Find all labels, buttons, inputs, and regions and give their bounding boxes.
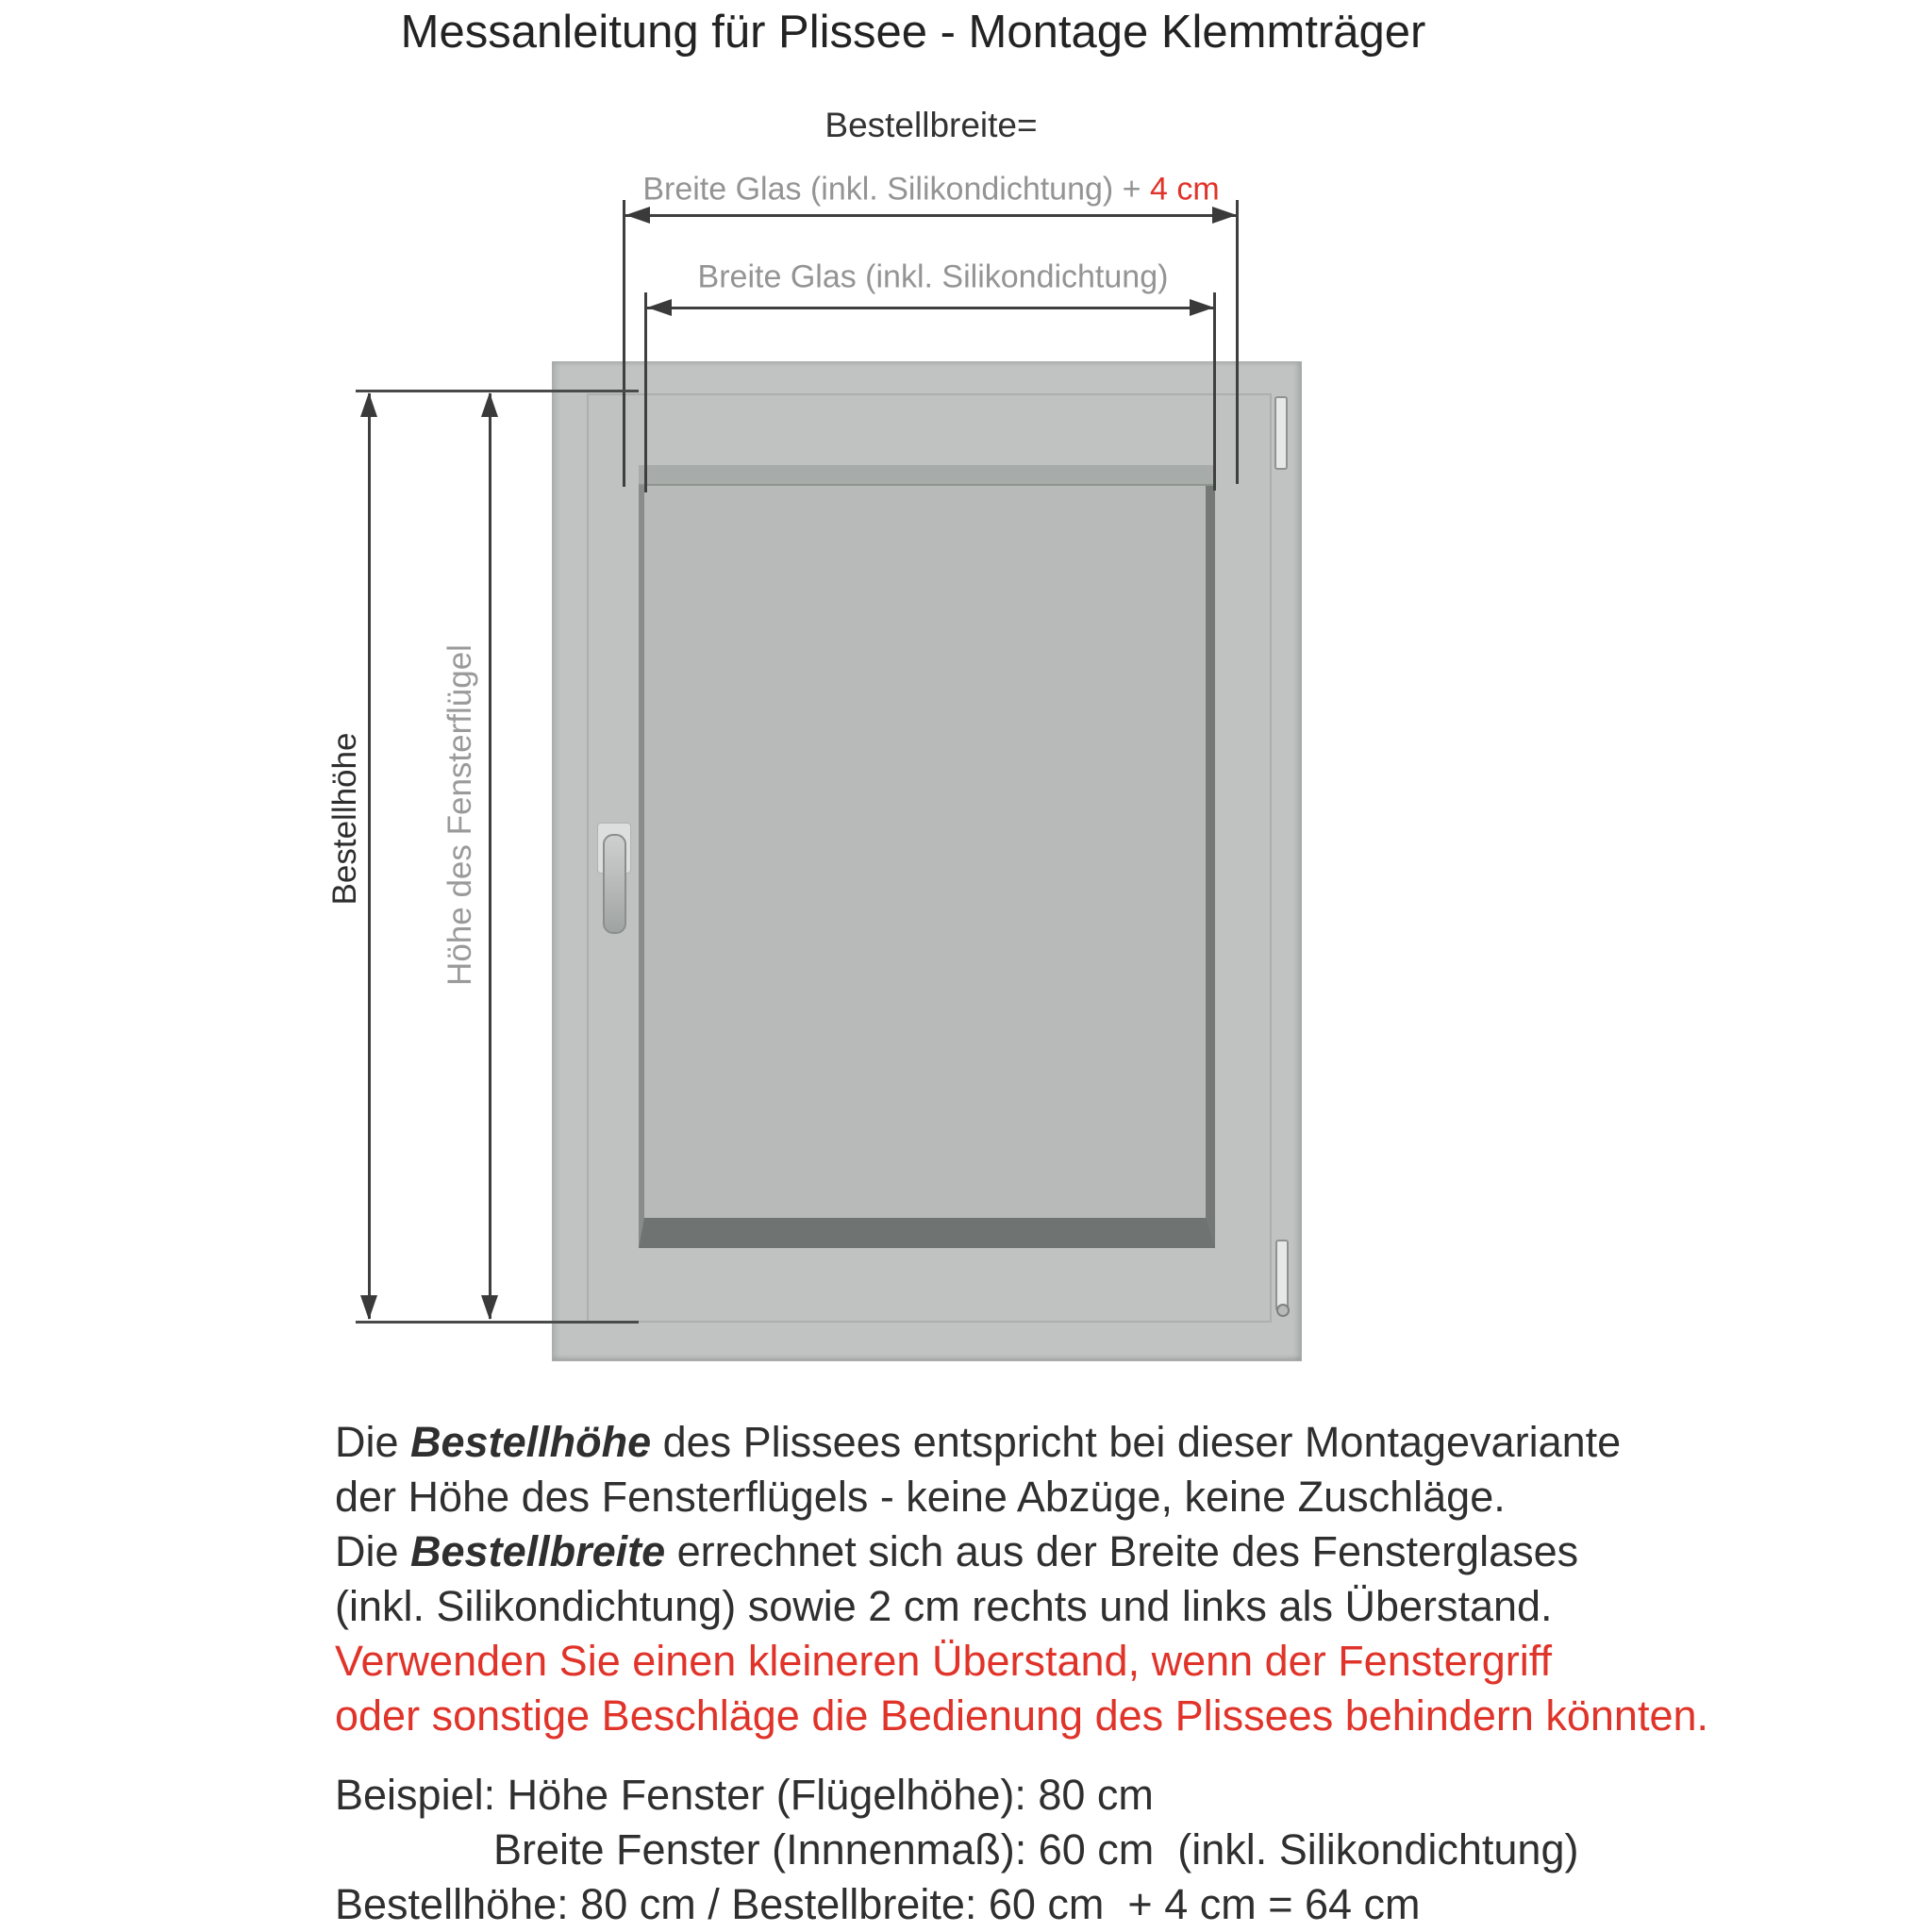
paragraph-line xyxy=(335,1415,1708,1470)
order-width-term: Bestellbreite xyxy=(410,1527,666,1575)
sash-height-arrow-line xyxy=(489,393,491,1319)
paragraph-line xyxy=(335,1524,1708,1579)
arrowhead-icon xyxy=(1190,299,1214,316)
window-handle xyxy=(603,834,626,934)
order-height-arrow-line xyxy=(368,393,371,1319)
warning-line: oder sonstige Beschläge die Bedienung des Plissees behindern könnten. xyxy=(335,1691,1709,1740)
arrowhead-icon xyxy=(481,392,498,417)
explanation-paragraph xyxy=(335,1415,1708,1743)
arrowhead-icon xyxy=(647,299,672,316)
inner-width-label: Breite Glas (inkl. Silikondichtung) xyxy=(697,258,1169,295)
arrowhead-icon xyxy=(360,1295,377,1320)
inner-width-extension-left xyxy=(644,292,647,492)
window-glass xyxy=(639,465,1215,1248)
sash-height-label: Höhe des Fensterflügel xyxy=(441,644,478,986)
outer-width-arrow-line xyxy=(625,214,1237,217)
arrowhead-icon xyxy=(481,1295,498,1320)
sash-bottom-tick xyxy=(356,1321,639,1324)
hinge-bottom xyxy=(1275,1240,1289,1311)
example-line: Bestellhöhe: 80 cm / Bestellbreite: 60 cm + 4 cm = 64 cm xyxy=(335,1880,1421,1928)
outer-width-extension-right xyxy=(1236,200,1239,484)
hinge-top xyxy=(1274,396,1288,470)
arrowhead-icon xyxy=(1212,207,1237,224)
inner-width-arrow-line xyxy=(647,307,1214,309)
example-block xyxy=(335,1768,1578,1932)
paragraph-text: Die xyxy=(335,1418,411,1466)
plissee-top-rail xyxy=(639,465,1215,486)
outer-width-extension-left xyxy=(623,200,625,487)
paragraph-text: errechnet sich aus der Breite des Fensterglases xyxy=(665,1527,1579,1575)
warning-line: Verwenden Sie einen kleineren Überstand, wenn der Fenstergriff xyxy=(335,1637,1552,1685)
paragraph-text: des Plissees entspricht bei dieser Montagevariante xyxy=(651,1418,1622,1466)
outer-width-label xyxy=(642,172,1219,208)
outer-width-label-gray: Breite Glas (inkl. Silikondichtung) + xyxy=(642,171,1150,208)
order-height-term: Bestellhöhe xyxy=(410,1418,652,1466)
hinge-pin xyxy=(1276,1304,1290,1317)
order-height-label: Bestellhöhe xyxy=(326,732,363,906)
inner-width-extension-right xyxy=(1213,292,1216,491)
arrowhead-icon xyxy=(625,207,650,224)
order-width-label: Bestellbreite= xyxy=(824,106,1038,144)
outer-width-label-red: 4 cm xyxy=(1149,171,1220,208)
paragraph-line: der Höhe des Fensterflügels - keine Abzüge, keine Zuschläge. xyxy=(335,1473,1506,1521)
paragraph-text: Die xyxy=(335,1527,411,1575)
paragraph-line: (inkl. Silikondichtung) sowie 2 cm rechts und links als Überstand. xyxy=(335,1582,1553,1630)
example-line: Breite Fenster (Innnenmaß): 60 cm (inkl. Silikondichtung) xyxy=(493,1825,1579,1874)
arrowhead-icon xyxy=(360,392,377,417)
example-line: Beispiel: Höhe Fenster (Flügelhöhe): 80 cm xyxy=(335,1771,1154,1819)
page-title: Messanleitung für Plissee - Montage Klemmträger xyxy=(400,7,1426,58)
